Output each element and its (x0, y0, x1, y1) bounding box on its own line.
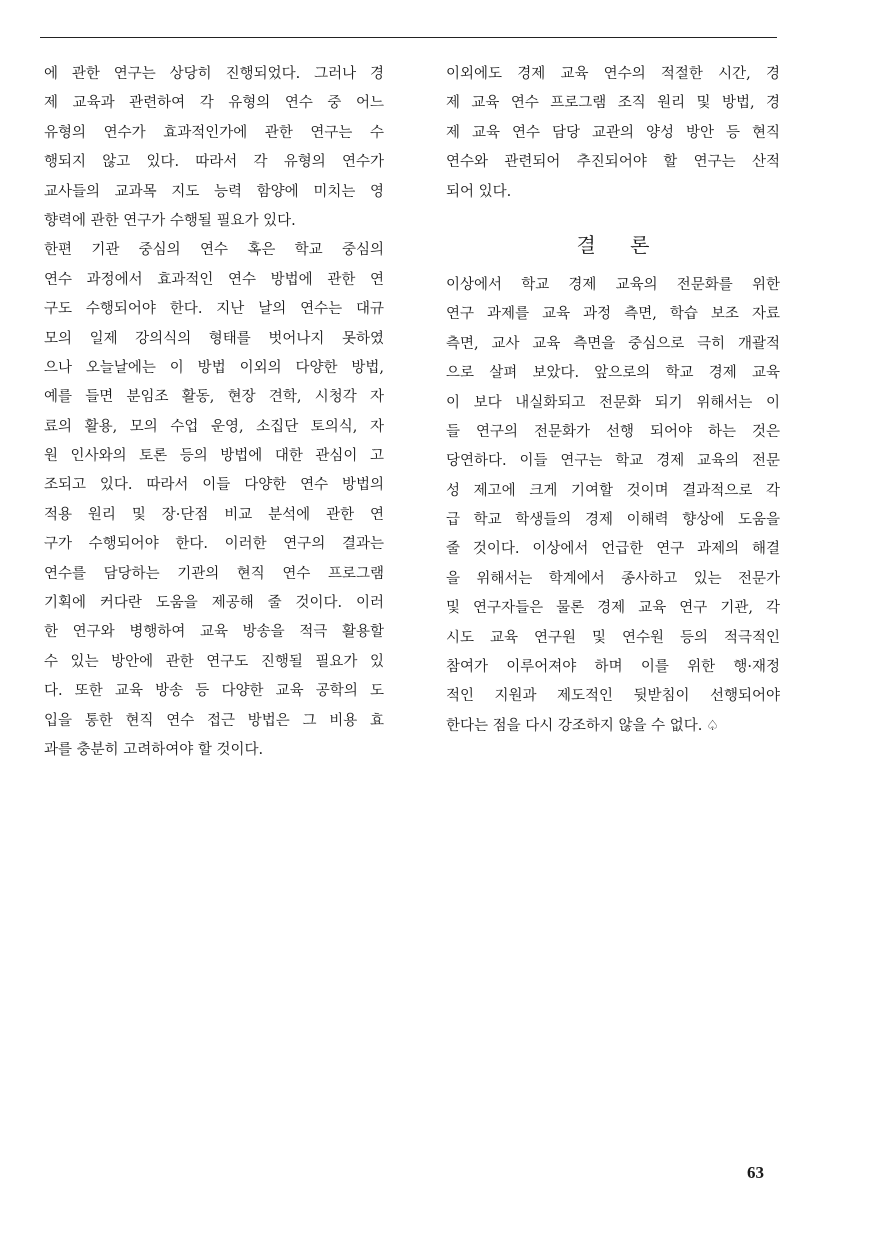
text-line: 수 있는 방안에 관한 연구도 진행될 필요가 있 (44, 653, 384, 670)
text-line: 원 인사와의 토론 등의 방법에 대한 관심이 고 (44, 448, 384, 465)
text-line: 구가 수행되어야 한다. 이러한 연구의 결과는 (44, 536, 384, 553)
text-line: 제 교육 연수 담당 교관의 양성 방안 등 현직 (446, 124, 780, 141)
text-line: 참여가 이루어져야 하며 이를 위한 행·재정 (446, 659, 780, 676)
text-line: 행되지 않고 있다. 따라서 각 유형의 연수가 (44, 154, 384, 171)
text-line: 및 연구자들은 물론 경제 교육 연구 기관, 각 (446, 600, 780, 617)
intro-paragraph (446, 60, 780, 207)
text-line: 유형의 연수가 효과적인가에 관한 연구는 수 (44, 124, 384, 141)
text-line: 기획에 커다란 도움을 제공해 줄 것이다. 이러 (44, 595, 384, 612)
text-line: 급 학교 학생들의 경제 이해력 향상에 도움을 (446, 512, 780, 529)
text-line: 한편 기관 중심의 연수 혹은 학교 중심의 (44, 242, 384, 259)
text-line: 으로 살펴 보았다. 앞으로의 학교 경제 교육 (446, 365, 780, 382)
text-line: 다. 또한 교육 방송 등 다양한 교육 공학의 도 (44, 683, 384, 700)
text-line: 되어 있다. (446, 183, 512, 200)
right-column (446, 60, 780, 741)
text-line: 당연하다. 이들 연구는 학교 경제 교육의 전문 (446, 453, 780, 470)
text-line: 들 연구의 전문화가 선행 되어야 하는 것은 (446, 423, 780, 440)
text-line: 성 제고에 크게 기여할 것이며 결과적으로 각 (446, 482, 780, 499)
text-line: 과를 충분히 고려하여야 할 것이다. (44, 741, 264, 758)
text-line: 적용 원리 및 장·단점 비교 분석에 관한 연 (44, 506, 384, 523)
text-line: 모의 일제 강의식의 형태를 벗어나지 못하였 (44, 330, 384, 347)
text-line: 제 교육 연수 프로그램 조직 원리 및 방법, 경 (446, 95, 780, 112)
text-line: 적인 지원과 제도적인 뒷받침이 선행되어야 (446, 688, 780, 705)
conclusion-paragraph (446, 271, 780, 741)
page-number: 63 (747, 1163, 764, 1182)
text-line: 연수와 관련되어 추진되어야 할 연구는 산적 (446, 154, 780, 171)
text-line: 연수를 담당하는 기관의 현직 연수 프로그램 (44, 565, 384, 582)
text-line: 제 교육과 관련하여 각 유형의 연수 중 어느 (44, 95, 384, 112)
text-line: 이상에서 학교 경제 교육의 전문화를 위한 (446, 276, 780, 293)
text-line: 이외에도 경제 교육 연수의 적절한 시간, 경 (446, 66, 780, 82)
text-line: 입을 통한 현직 연수 접근 방법은 그 비용 효 (44, 712, 384, 729)
text-line: 으나 오늘날에는 이 방법 이외의 다양한 방법, (44, 359, 384, 376)
text-line: 줄 것이다. 이상에서 언급한 연구 과제의 해결 (446, 541, 780, 558)
end-mark-icon: ♤ (706, 717, 719, 734)
text-line: 측면, 교사 교육 측면을 중심으로 극히 개괄적 (446, 335, 780, 352)
text-line: 연수 과정에서 효과적인 연수 방법에 관한 연 (44, 271, 384, 288)
conclusion-heading: 결 론 (576, 232, 664, 257)
text-line: 료의 활용, 모의 수업 운영, 소집단 토의식, 자 (44, 418, 384, 435)
text-line: 구도 수행되어야 한다. 지난 날의 연수는 대규 (44, 301, 384, 318)
text-line: 을 위해서는 학계에서 종사하고 있는 전문가 (446, 570, 780, 587)
text-line: 조되고 있다. 따라서 이들 다양한 연수 방법의 (44, 477, 384, 494)
text-line: 한 연구와 병행하여 교육 방송을 적극 활용할 (44, 624, 384, 641)
left-column (44, 60, 384, 765)
text-line: 향력에 관한 연구가 수행될 필요가 있다. (44, 212, 296, 229)
text-line: 시도 교육 연구원 및 연수원 등의 적극적인 (446, 629, 780, 646)
text-line: 연구 과제를 교육 과정 측면, 학습 보조 자료 (446, 306, 780, 323)
text-line: 교사들의 교과목 지도 능력 함양에 미치는 영 (44, 183, 384, 200)
text-line: 한다는 점을 다시 강조하지 않을 수 없다. ♤ (446, 712, 780, 741)
top-rule (40, 37, 777, 38)
text-line: 예를 들면 분임조 활동, 현장 견학, 시청각 자 (44, 389, 384, 406)
text-line: 에 관한 연구는 상당히 진행되었다. 그러나 경 (44, 66, 384, 82)
text-line: 이 보다 내실화되고 전문화 되기 위해서는 이 (446, 394, 780, 411)
